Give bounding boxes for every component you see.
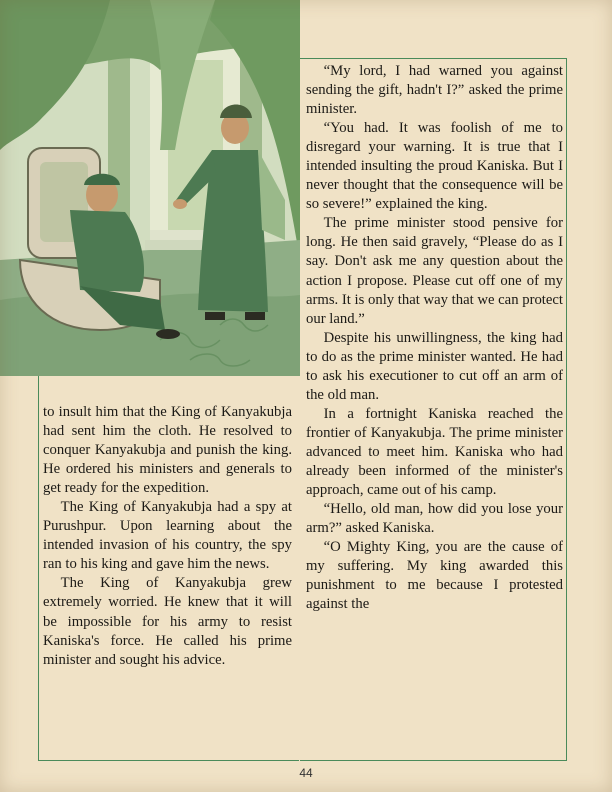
paragraph: The King of Kanyakubja had a spy at Purushpur. Upon learning about the intended invasion of his country, the spy ran to his king and gave him the news. (43, 499, 292, 573)
paragraph: The King of Kanyakubja grew extremely worried. He knew that it will be impossible for his army to resist Kaniska's force. He called his prime minister and sought his advice. (43, 575, 292, 668)
paragraph: “Hello, old man, how did you lose your arm?” asked Kaniska. (306, 501, 563, 537)
left-text-column (43, 403, 292, 670)
paragraph: “You had. It was foolish of me to disregard your warning. It is true that I intended insulting the proud Kaniska. But I never thought that the consequence will be so severe!” explained the king. (306, 120, 563, 213)
paragraph: “My lord, I had warned you against sending the gift, hadn't I?” asked the prime minister. (306, 63, 563, 118)
right-text-column (306, 62, 563, 614)
paragraph: “O Mighty King, you are the cause of my suffering. My king awarded this punishment to me because I protested against the (306, 539, 563, 613)
story-illustration (0, 0, 300, 376)
paragraph: Despite his unwillingness, the king had to do as the prime minister wanted. He had to ask his executioner to cut off an arm of the old man. (306, 329, 563, 403)
page-number: 44 (299, 766, 313, 780)
paragraph: to insult him that the King of Kanyakubja had sent him the cloth. He resolved to conquer Kanyakubja and punish the king. He ordered his ministers and generals to get ready for the expedition. (43, 404, 292, 497)
paragraph: The prime minister stood pensive for long. He then said gravely, “Please do as I say. Don't ask me any question about the action I propose. Please cut off one of my arms. It is only that way that we can protect our land.” (306, 215, 563, 327)
illustration-king-and-minister-icon (0, 0, 300, 376)
paragraph: In a fortnight Kaniska reached the frontier of Kanyakubja. The prime minister advanced to meet him. Kaniska who had already been informed of the minister's approach, came out of his camp. (306, 405, 563, 499)
